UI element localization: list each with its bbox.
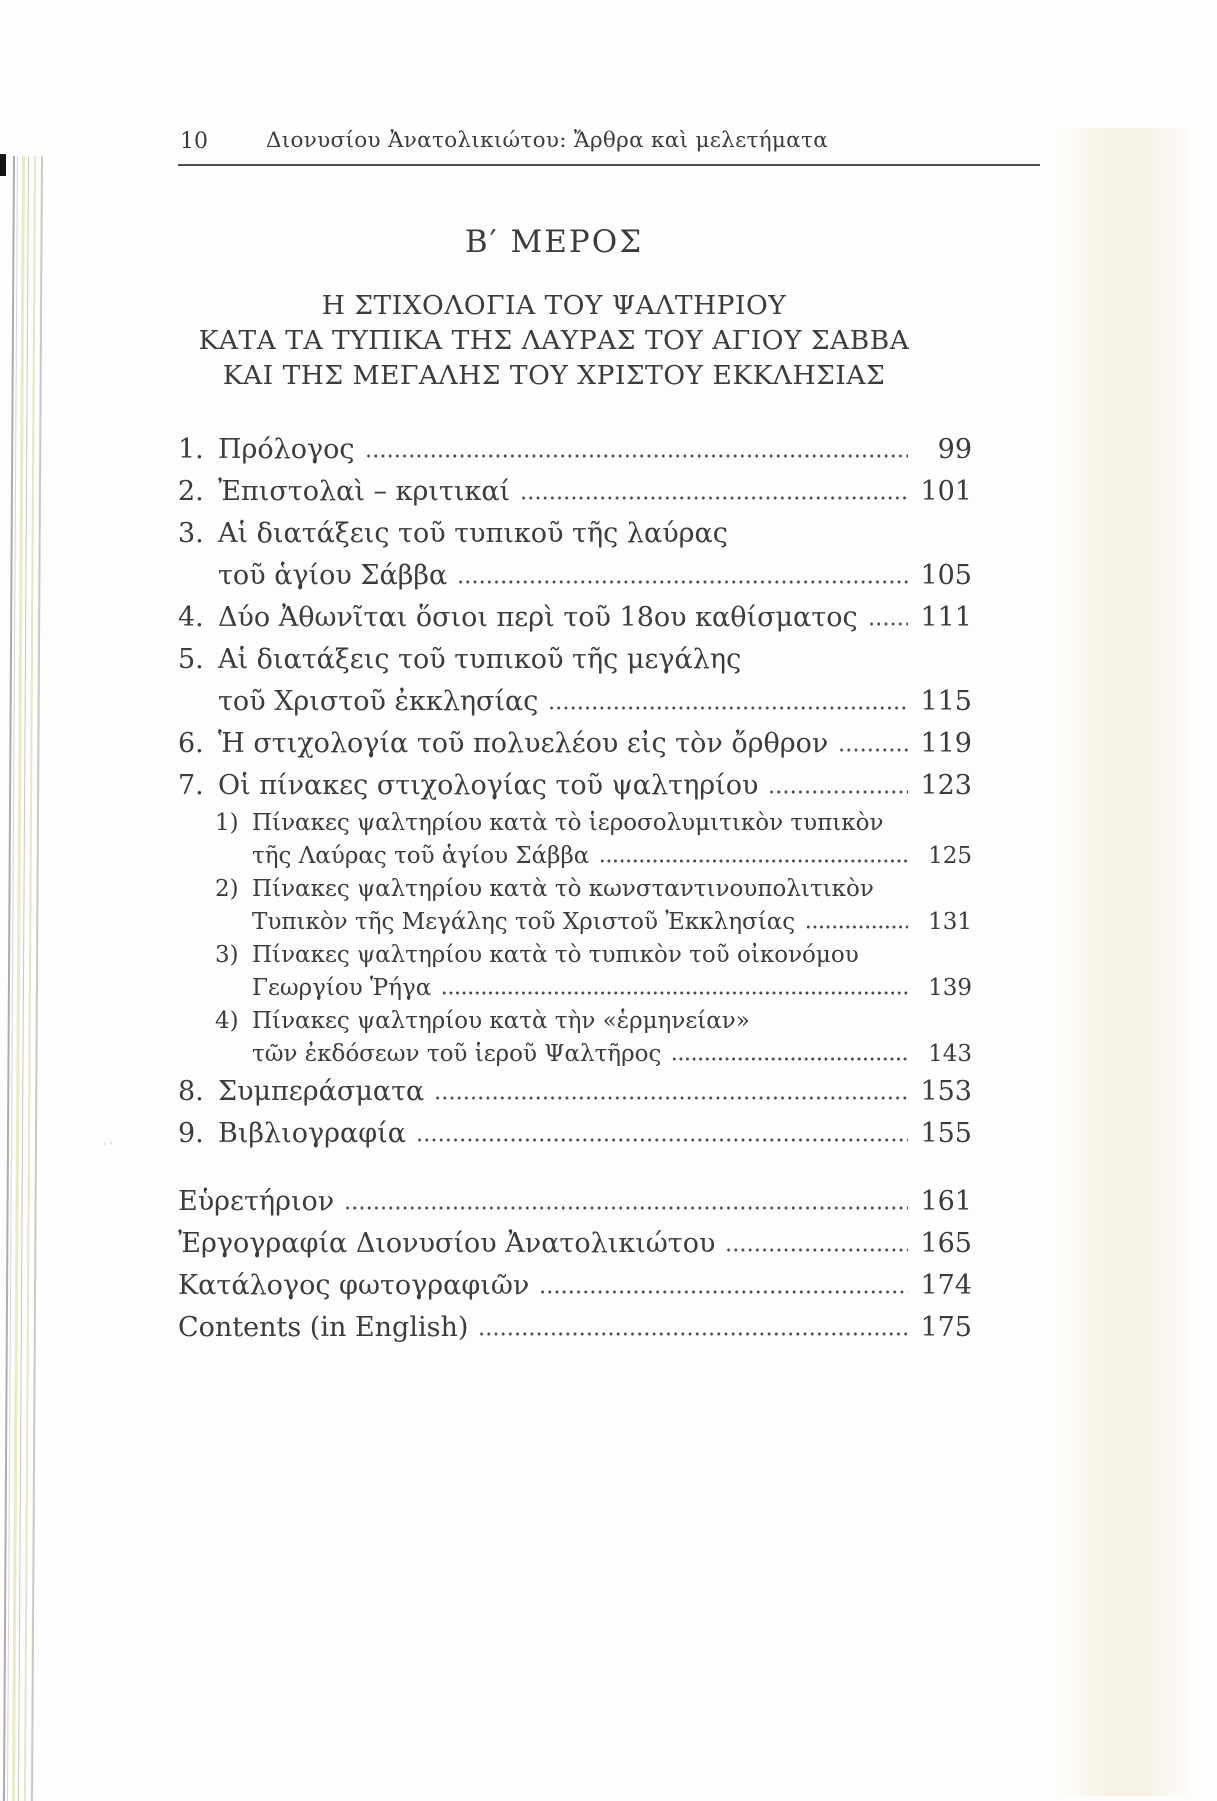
entry-page-number: 105 — [920, 560, 972, 591]
part-subtitle — [178, 288, 930, 393]
entry-title-continuation: τοῦ ἁγίου Σάββα — [218, 560, 448, 591]
back-matter-section — [178, 1181, 972, 1349]
dot-leader — [868, 620, 908, 626]
subentry-number: 3) — [215, 942, 239, 968]
page-edge-shadow — [1056, 128, 1190, 1796]
subentry-number: 4) — [215, 1008, 239, 1034]
entry-title: Αἱ διατάξεις τοῦ τυπικοῦ τῆς λαύρας — [218, 518, 728, 549]
dot-leader — [434, 1094, 908, 1100]
toc-subentry-row — [215, 807, 972, 840]
toc-subentry-continuation-row — [215, 840, 972, 873]
toc-subentry-row — [215, 1005, 972, 1038]
part-subtitle-line: ΚΑΤΑ ΤΑ ΤΥΠΙΚΑ ΤΗΣ ΛΑΥΡΑΣ ΤΟΥ ΑΓΙΟΥ ΣΑΒΒΑ — [198, 325, 910, 356]
toc-subentry-row — [215, 873, 972, 906]
part-title: Β′ ΜΕΡΟΣ — [464, 224, 644, 260]
dot-leader — [520, 494, 908, 500]
toc-entry-row — [178, 1071, 972, 1113]
subentry-title: Πίνακες ψαλτηρίου κατὰ τὸ ἱεροσολυμιτικὸν τυπικὸν — [252, 810, 884, 836]
entry-number: 8. — [178, 1076, 204, 1107]
dot-leader — [457, 578, 908, 584]
part-subtitle-line: Η ΣΤΙΧΟΛΟΓΙΑ ΤΟΥ ΨΑΛΤΗΡΙΟΥ — [321, 290, 787, 321]
entry-page-number: 123 — [920, 770, 972, 801]
entry-page-number: 99 — [937, 434, 972, 465]
toc-entry-row — [178, 513, 972, 555]
entry-number: 6. — [178, 728, 204, 759]
entry-title: Βιβλιογραφία — [218, 1118, 406, 1149]
back-matter-page-number: 165 — [920, 1228, 972, 1259]
table-of-contents — [178, 429, 972, 1349]
dot-leader — [725, 1246, 908, 1252]
scan-speck: ῾῾ — [101, 1141, 116, 1158]
entry-title: Ἡ στιχολογία τοῦ πολυελέου εἰς τὸν ὄρθρον — [218, 728, 829, 759]
subentry-title-continuation: τῆς Λαύρας τοῦ ἁγίου Σάββα — [252, 843, 590, 869]
toc-subentry-continuation-row — [215, 1038, 972, 1071]
back-matter-page-number: 161 — [920, 1186, 972, 1217]
subentry-number: 1) — [215, 810, 239, 836]
toc-subentry-continuation-row — [215, 906, 972, 939]
entry-number: 9. — [178, 1118, 204, 1149]
dot-leader — [838, 746, 908, 752]
dot-leader — [671, 1055, 908, 1061]
entry-page-number: 153 — [920, 1076, 972, 1107]
toc-subentry-continuation-row — [215, 972, 972, 1005]
back-matter-title: Κατάλογος φωτογραφιῶν — [178, 1270, 530, 1301]
back-matter-title: Εὑρετήριον — [178, 1186, 335, 1217]
back-matter-page-number: 174 — [920, 1270, 972, 1301]
toc-entry-row — [178, 723, 972, 765]
back-matter-page-number: 175 — [920, 1312, 972, 1343]
toc-entry-row — [178, 597, 972, 639]
toc-entry-row — [178, 639, 972, 681]
subentry-page-number: 125 — [928, 843, 972, 869]
toc-entry-continuation-row — [178, 681, 972, 723]
toc-entry-continuation-row — [178, 555, 972, 597]
entry-page-number: 155 — [920, 1118, 972, 1149]
dot-leader — [768, 788, 908, 794]
subentry-title-continuation: Γεωργίου Ῥήγα — [252, 975, 432, 1001]
toc-entry-row — [178, 471, 972, 513]
back-matter-row — [178, 1265, 972, 1307]
toc-subentry-row — [215, 939, 972, 972]
subentry-title-continuation: Τυπικὸν τῆς Μεγάλης τοῦ Χριστοῦ Ἐκκλησίας — [252, 909, 796, 935]
header-page-number: 10 — [180, 129, 208, 154]
entry-title: Οἱ πίνακες στιχολογίας τοῦ ψαλτηρίου — [218, 770, 759, 801]
subentry-number: 2) — [215, 876, 239, 902]
back-matter-row — [178, 1307, 972, 1349]
entry-page-number: 111 — [920, 602, 972, 633]
back-matter-title: Contents (in English) — [178, 1312, 469, 1343]
entry-page-number: 101 — [920, 476, 972, 507]
subentry-title: Πίνακες ψαλτηρίου κατὰ τὸ κωνσταντινουπολιτικὸν — [252, 876, 874, 902]
back-matter-row — [178, 1223, 972, 1265]
running-header — [178, 128, 1040, 166]
subentry-title-continuation: τῶν ἐκδόσεων τοῦ ἱεροῦ Ψαλτῆρος — [252, 1041, 662, 1067]
back-matter-row — [178, 1181, 972, 1223]
header-running-title: Διονυσίου Ἀνατολικιώτου: Ἄρθρα καὶ μελετήματα — [265, 128, 829, 153]
dot-leader — [441, 989, 908, 995]
entry-number: 3. — [178, 518, 204, 549]
entry-title: Συμπεράσματα — [218, 1076, 425, 1107]
entry-number: 4. — [178, 602, 204, 633]
entry-title: Δύο Ἀθωνῖται ὅσιοι περὶ τοῦ 18ου καθίσματος — [218, 602, 858, 633]
entry-number: 2. — [178, 476, 204, 507]
subentry-title: Πίνακες ψαλτηρίου κατὰ τὴν «ἑρμηνείαν» — [252, 1008, 750, 1034]
toc-entry-row — [178, 1113, 972, 1155]
subentry-page-number: 143 — [928, 1041, 972, 1067]
entry-page-number: 119 — [920, 728, 972, 759]
subentry-page-number: 139 — [928, 975, 972, 1001]
entry-title: Ἐπιστολαὶ – κριτικαί — [218, 476, 511, 507]
entry-title-continuation: τοῦ Χριστοῦ ἐκκλησίας — [218, 686, 539, 717]
entry-title: Πρόλογος — [218, 434, 355, 465]
part-title-block — [178, 224, 930, 393]
subentry-page-number: 131 — [928, 909, 972, 935]
entry-number: 7. — [178, 770, 204, 801]
entry-title: Αἱ διατάξεις τοῦ τυπικοῦ τῆς μεγάλης — [218, 644, 742, 675]
part-subtitle-line: ΚΑΙ ΤΗΣ ΜΕΓΑΛΗΣ ΤΟΥ ΧΡΙΣΤΟΥ ΕΚΚΛΗΣΙΑΣ — [222, 360, 886, 391]
back-matter-title: Ἐργογραφία Διονυσίου Ἀνατολικιώτου — [178, 1228, 716, 1259]
dot-leader — [548, 704, 908, 710]
dot-leader — [416, 1136, 908, 1142]
dot-leader — [365, 452, 908, 458]
dot-leader — [539, 1288, 908, 1294]
dot-leader — [599, 857, 908, 863]
toc-entry-row — [178, 429, 972, 471]
entry-page-number: 115 — [920, 686, 972, 717]
dot-leader — [344, 1204, 908, 1210]
subentry-title: Πίνακες ψαλτηρίου κατὰ τὸ τυπικὸν τοῦ οἰκονόμου — [252, 942, 859, 968]
toc-entry-row — [178, 765, 972, 807]
entry-number: 5. — [178, 644, 204, 675]
entry-number: 1. — [178, 434, 204, 465]
dot-leader — [478, 1330, 908, 1336]
dot-leader — [805, 923, 908, 929]
scan-corner-mark — [0, 154, 6, 176]
